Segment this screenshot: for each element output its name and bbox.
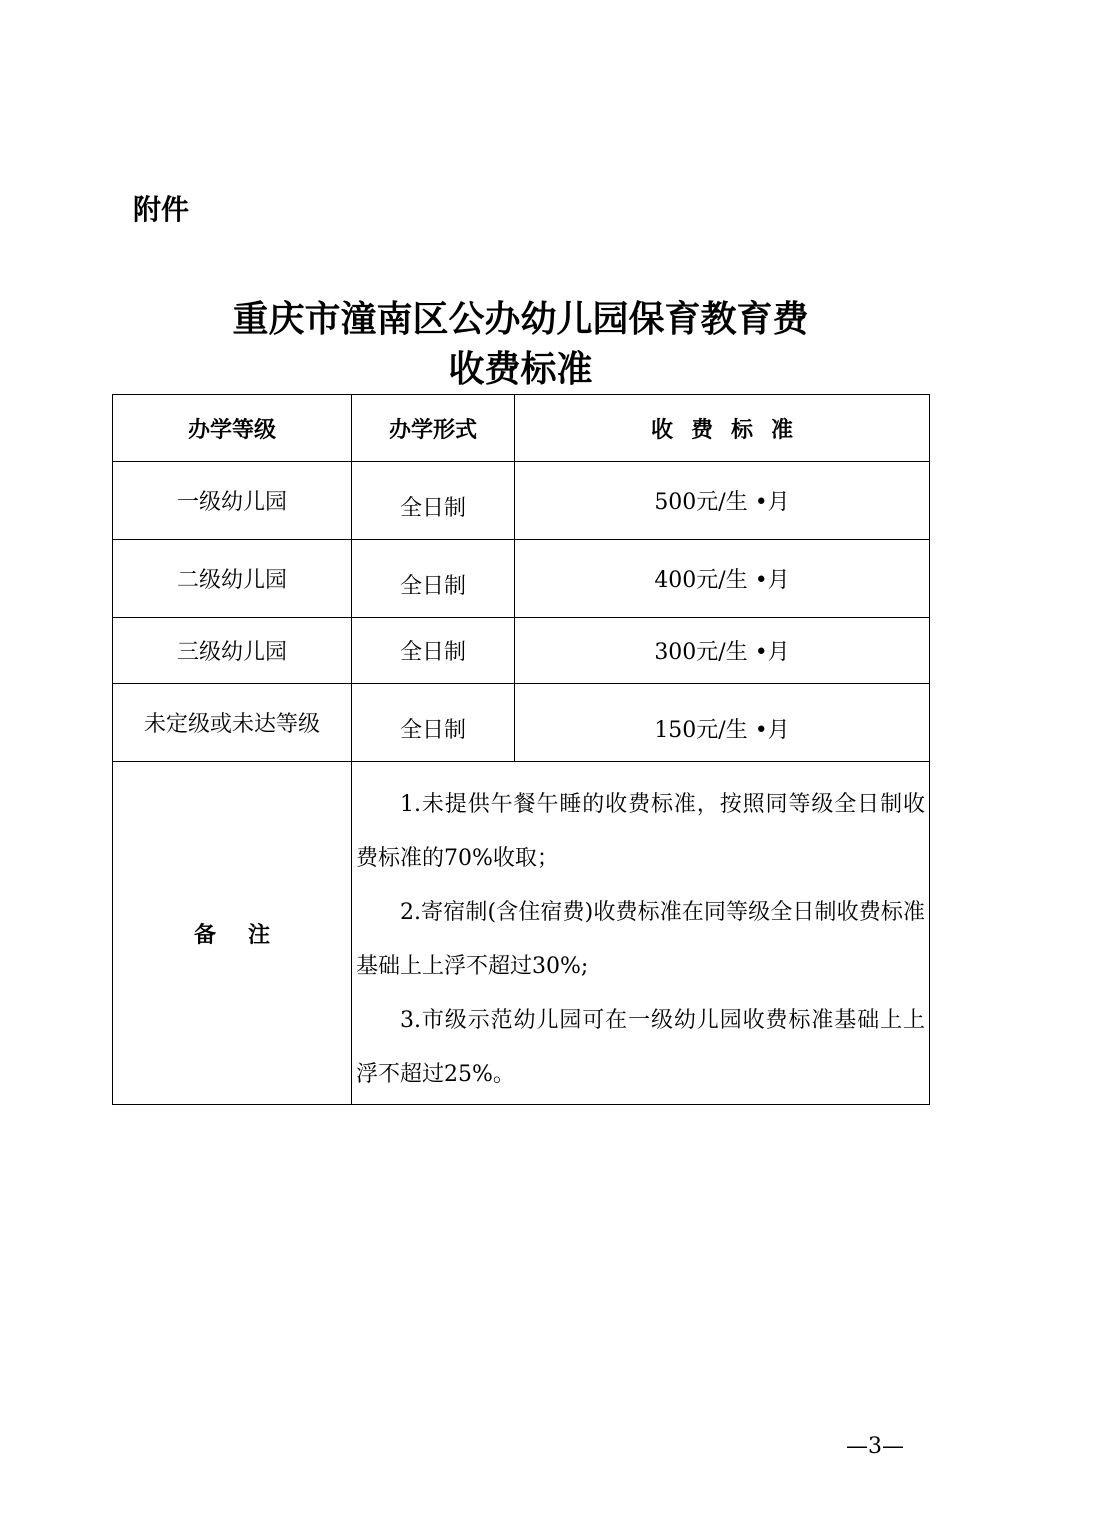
- table-row: [113, 462, 930, 540]
- fee-standard-table: [112, 394, 930, 1105]
- page-number: —3—: [846, 1434, 904, 1459]
- remarks-content: [352, 762, 930, 1105]
- table-header-row: [113, 395, 930, 462]
- cell-fee: 500元/生 •月: [515, 462, 930, 540]
- cell-grade: 未定级或未达等级: [113, 684, 352, 762]
- page-subtitle: 收费标准: [448, 349, 593, 390]
- cell-fee: 150元/生 •月: [515, 684, 930, 762]
- table-row: [113, 540, 930, 618]
- cell-fee: 400元/生 •月: [515, 540, 930, 618]
- page-title: 重庆市潼南区公办幼儿园保育教育费: [232, 299, 809, 340]
- cell-grade: 一级幼儿园: [113, 462, 352, 540]
- remark-item: 3.市级示范幼儿园可在一级幼儿园收费标准基础上上浮不超过25%。: [356, 1008, 925, 1087]
- remark-item: 1.未提供午餐午睡的收费标准，按照同等级全日制收费标准的70%收取；: [356, 792, 925, 871]
- cell-grade: 二级幼儿园: [113, 540, 352, 618]
- header-fee: 收费标准: [515, 395, 930, 462]
- cell-form: 全日制: [352, 618, 515, 684]
- remarks-label: 备注: [113, 762, 352, 1105]
- cell-form: 全日制: [352, 462, 515, 540]
- header-grade: 办学等级: [113, 395, 352, 462]
- cell-fee: 300元/生 •月: [515, 618, 930, 684]
- attachment-label: 附件: [133, 193, 190, 226]
- cell-form: 全日制: [352, 684, 515, 762]
- table-row: [113, 618, 930, 684]
- cell-form: 全日制: [352, 540, 515, 618]
- remark-item: 2.寄宿制(含住宿费)收费标准在同等级全日制收费标准基础上上浮不超过30%;: [356, 900, 925, 979]
- header-form: 办学形式: [352, 395, 515, 462]
- cell-grade: 三级幼儿园: [113, 618, 352, 684]
- table-row: [113, 684, 930, 762]
- remarks-row: [113, 762, 930, 1105]
